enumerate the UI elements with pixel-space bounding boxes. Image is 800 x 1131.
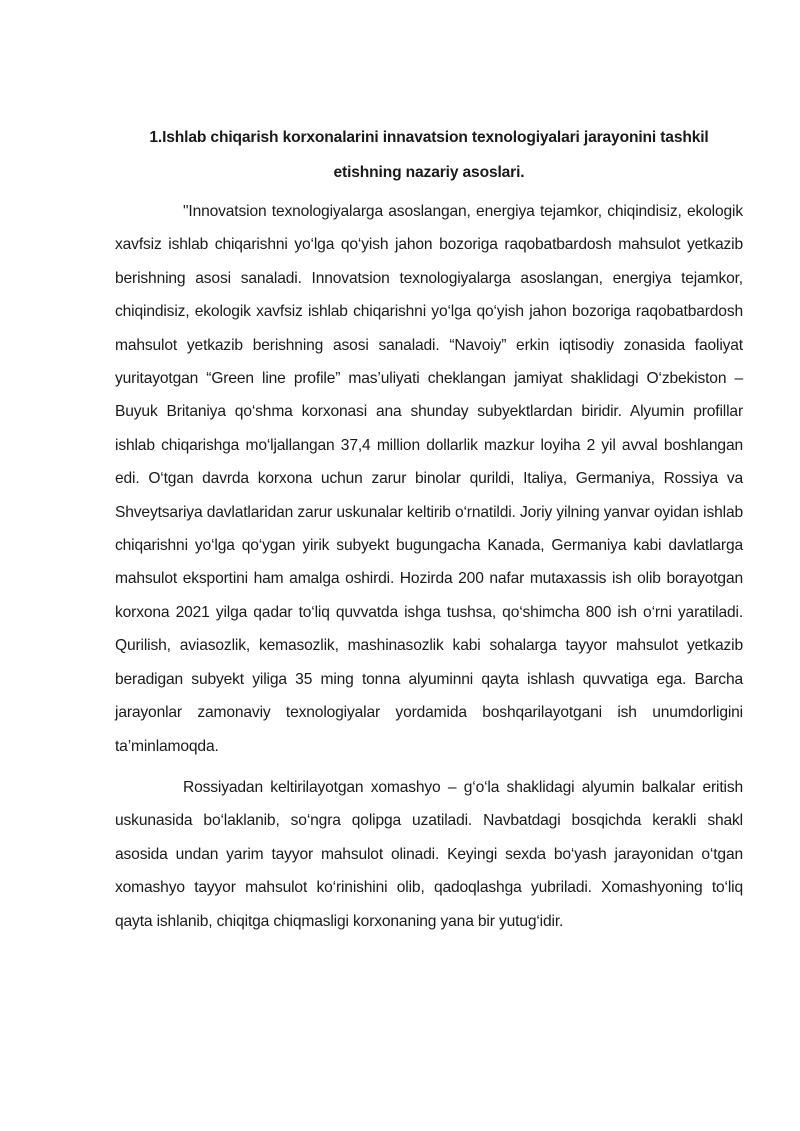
paragraph-1: "Innovatsion texnologiyalarga asoslangan, energiya tejamkor, chiqindisiz, ekologik xavfsiz ishlab chiqarishni yo‘lga qo‘yish jahon bozoriga raqobatbardosh mahsulot yetkazib berishning asosi sanaladi. Innovatsion texnologiyalarga asoslangan, energiya tejamkor, chiqindisiz, ekologik xavfsiz ishlab chiqarishni yo‘lga qo‘yish jahon bozoriga raqobatbardosh mahsulot yetkazib berishning asosi sanaladi. “Navoiy” erkin iqtisodiy zonasida faoliyat yuritayotgan “Green line profile” mas’uliyati cheklangan jamiyat shaklidagi O‘zbekiston – Buyuk Britaniya qo‘shma korxonasi ana shunday subyektlardan biridir. Alyumin profillar ishlab chiqarishga mo‘ljallangan 37,4 million dollarlik mazkur loyiha 2 yil avval boshlangan edi. O‘tgan davrda korxona uchun zarur binolar qurildi, Italiya, Germaniya, Rossiya va Shveytsariya davlatlaridan zarur uskunalar keltirib o‘rnatildi. Joriy yilning yanvar oyidan ishlab chiqarishni yo‘lga qo‘ygan yirik subyekt bugungacha Kanada, Germaniya kabi davlatlarga mahsulot eksportini ham amalga oshirdi. Hozirda 200 nafar mutaxassis ish olib borayotgan korxona 2021 yilga qadar to‘liq quvvatda ishga tushsa, qo‘shimcha 800 ish o‘rni yaratiladi. Qurilish, aviasozlik, kemasozlik, mashinasozlik kabi sohalarga tayyor mahsulot yetkazib beradigan subyekt yiliga 35 ming tonna alyuminni qayta ishlash quvvatiga ega. Barcha jarayonlar zamonaviy texnologiyalar yordamida boshqarilayotgani ish unumdorligini ta’minlamoqda. bbox=[115, 203, 743, 755]
document-title: 1.Ishlab chiqarish korxonalarini innavatsion texnologiyalari jarayonini tashkil etishning nazariy asoslari. bbox=[149, 129, 709, 181]
paragraph-2: Rossiyadan keltirilayotgan xomashyo – g‘o‘la shaklidagi alyumin balkalar eritish uskunasida bo‘laklanib, so‘ngra qolipga uzatiladi. Navbatdagi bosqichda kerakli shakl asosida undan yarim tayyor mahsulot olinadi. Keyingi sexda bo‘yash jarayonidan o‘tgan xomashyo tayyor mahsulot ko‘rinishini olib, qadoqlashga yubriladi. Xomashyoning to‘liq qayta ishlanib, chiqitga chiqmasligi korxonaning yana bir yutug‘idir. bbox=[115, 778, 743, 930]
